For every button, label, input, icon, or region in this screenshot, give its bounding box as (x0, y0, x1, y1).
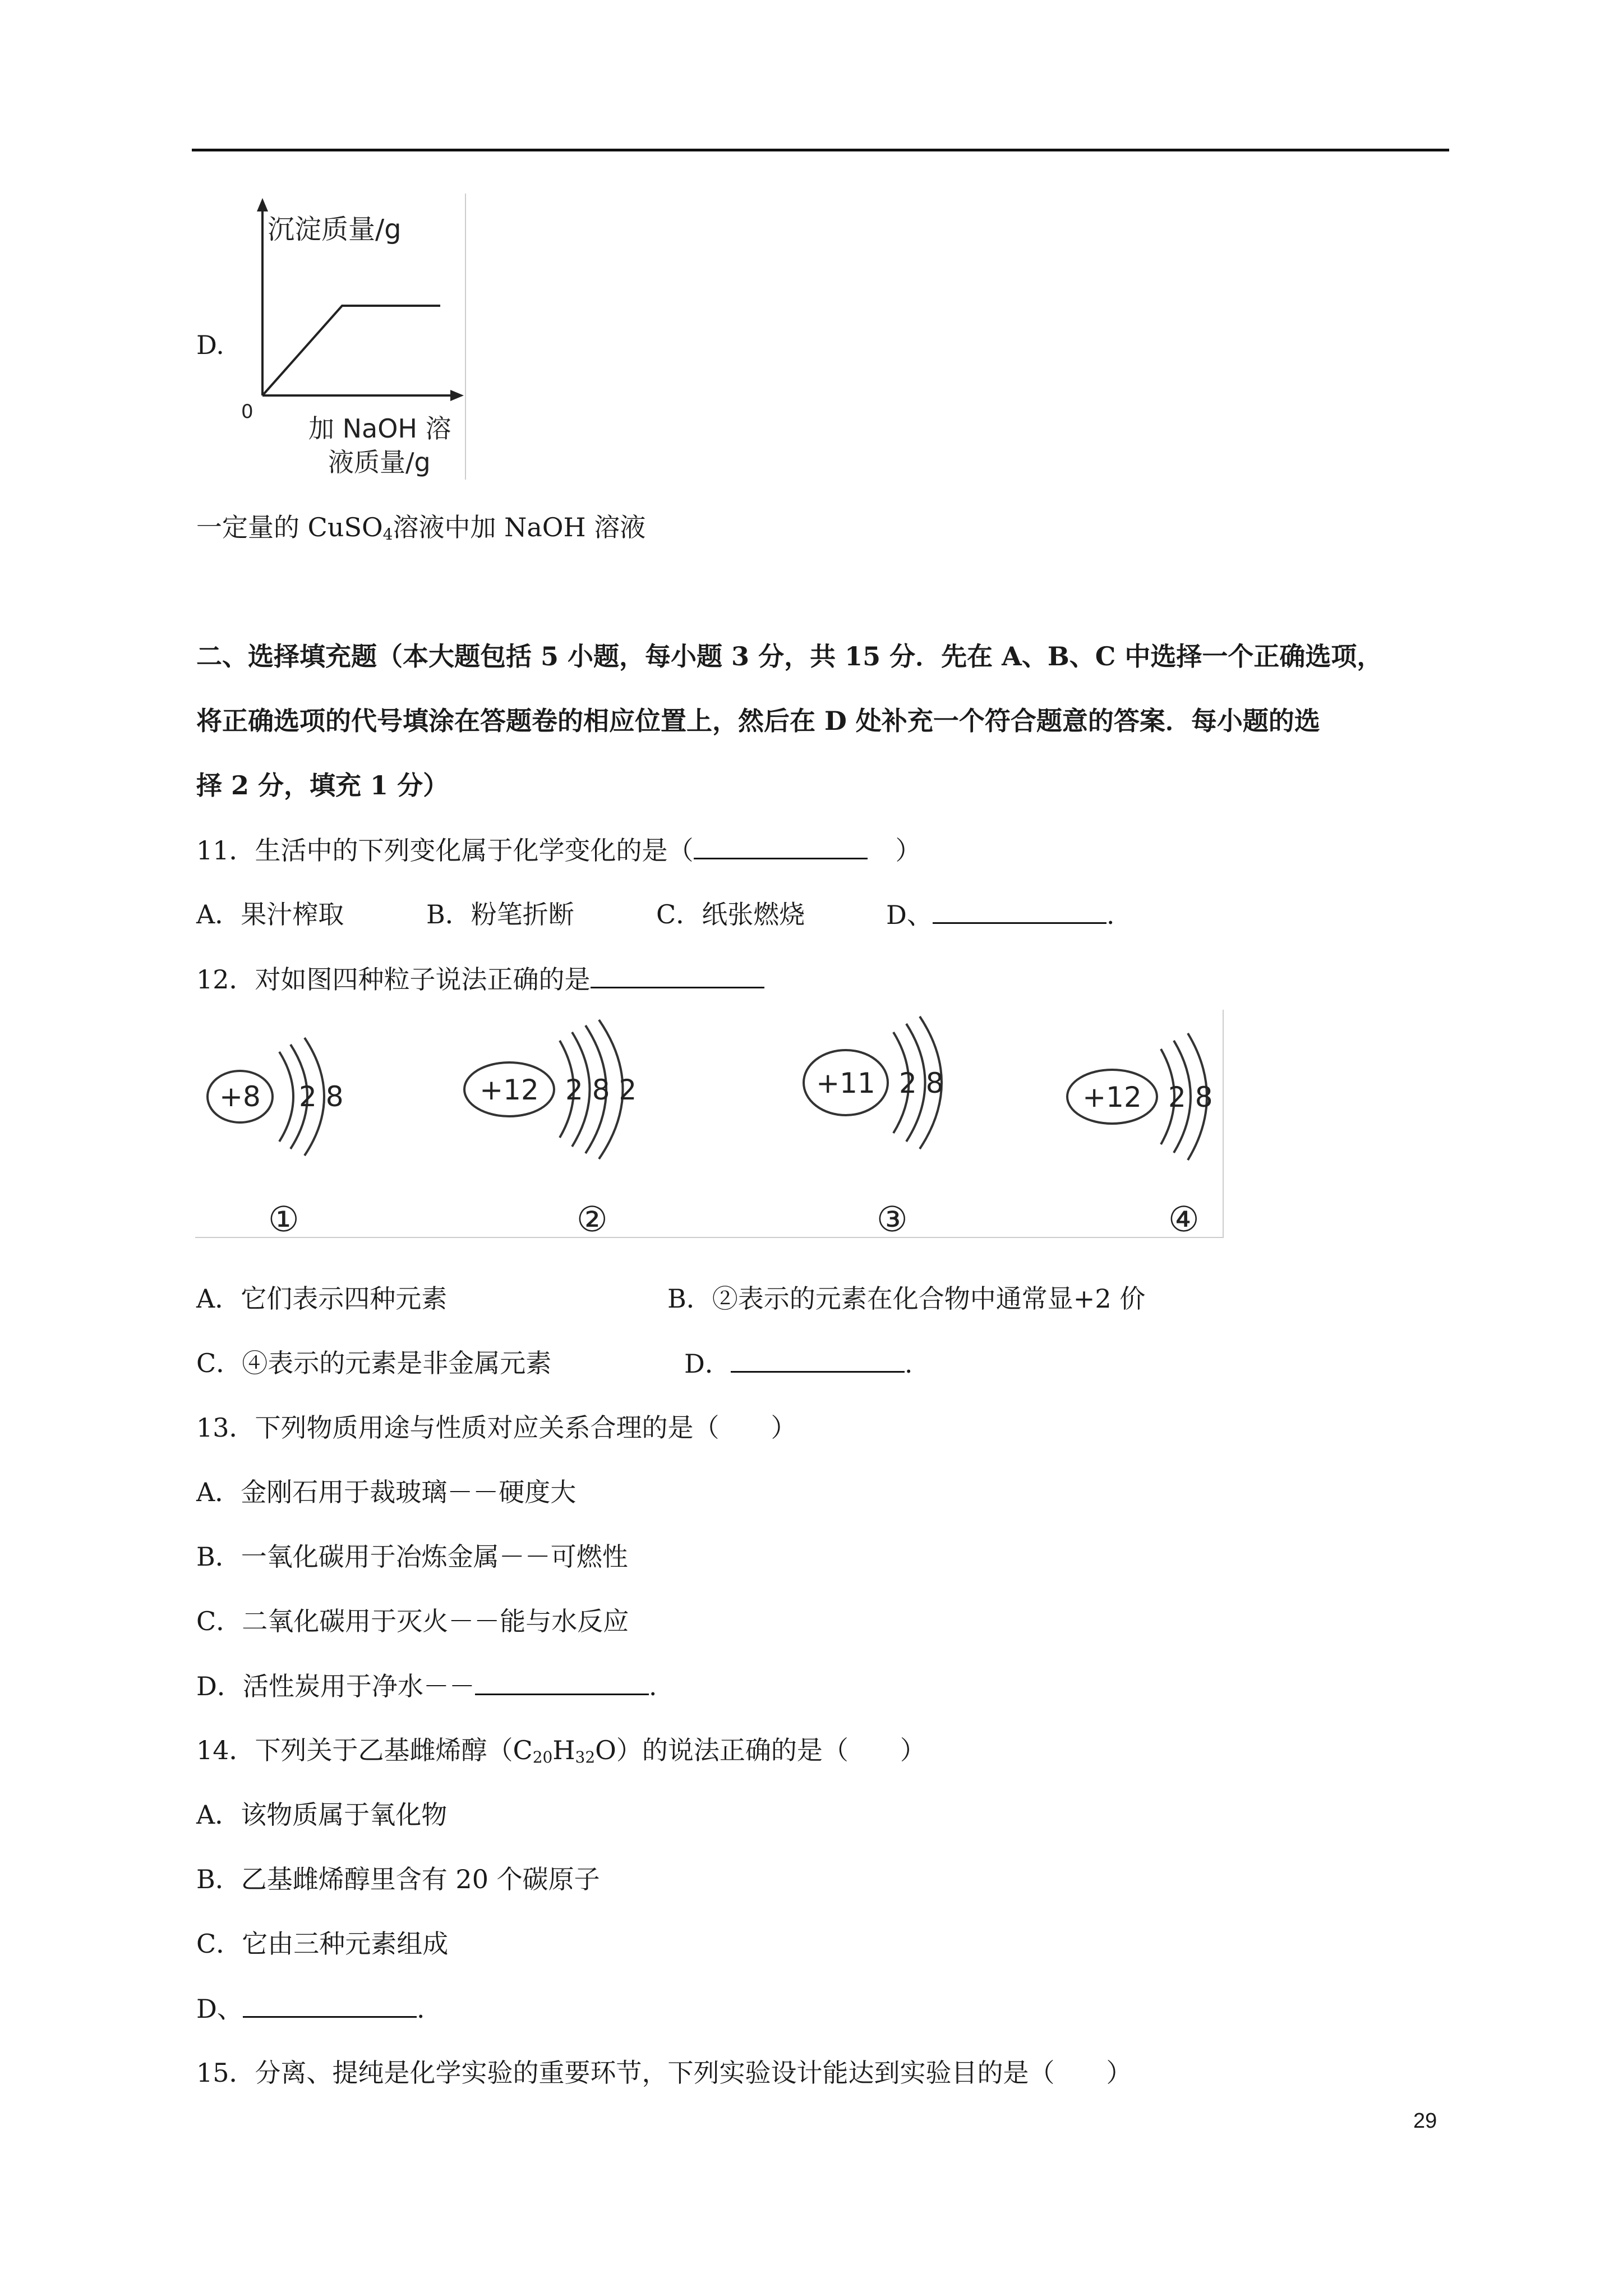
x-axis-label-2: 液质量/g (328, 447, 431, 477)
q11-answer-blank[interactable] (694, 833, 868, 859)
x-axis-arrow-icon (450, 390, 464, 401)
q11-opt-a: A．果汁榨取 (196, 899, 344, 930)
q11-stem: 11．生活中的下列变化属于化学变化的是（ ） (196, 833, 921, 867)
header-rule (192, 149, 1449, 151)
q13-opt-b: B．一氧化碳用于冶炼金属－－可燃性 (196, 1542, 628, 1572)
particle-4 (1067, 1033, 1213, 1237)
option-d-label: D. (196, 330, 224, 360)
svg-text:+8: +8 (219, 1080, 261, 1113)
q14-opt-c: C．它由三种元素组成 (196, 1929, 449, 1959)
q12-opt-c: C．④表示的元素是非金属元素 (196, 1348, 552, 1378)
q11-fill-blank[interactable] (933, 898, 1106, 924)
q12-opt-d: D． . (684, 1346, 913, 1381)
x-axis-label-1: 加 NaOH 溶 (308, 413, 451, 444)
svg-text:①: ① (268, 1199, 299, 1237)
section-heading-1: 二、选择填充题（本大题包括 5 小题，每小题 3 分，共 15 分．先在 A、B、C 中选择一个正确选项， (196, 641, 1383, 671)
precipitate-graph (238, 194, 468, 480)
svg-text:+11: +11 (816, 1067, 875, 1099)
q12-answer-blank[interactable] (591, 962, 764, 988)
y-axis-arrow-icon (257, 198, 268, 211)
q13-opt-c: C．二氧化碳用于灭火－－能与水反应 (196, 1606, 629, 1636)
svg-text:③: ③ (877, 1199, 908, 1237)
y-axis-label: 沉淀质量/g (268, 214, 402, 245)
svg-text:+12: +12 (1082, 1081, 1142, 1114)
q15-stem: 15．分离、提纯是化学实验的重要环节，下列实验设计能达到实验目的是（ ） (196, 2058, 1132, 2088)
q12-fill-blank[interactable] (731, 1346, 905, 1373)
svg-text:+12: +12 (479, 1074, 539, 1106)
particle-diagram (195, 1010, 1224, 1238)
q14-fill-blank[interactable] (243, 1991, 417, 2018)
q14-opt-b: B．乙基雌烯醇里含有 20 个碳原子 (196, 1864, 600, 1894)
figure-d-caption: 一定量的 CuSO$_4$溶液中加 NaOH 溶液 (196, 512, 646, 544)
q14-stem: 14．下列关于乙基雌烯醇$(C_{20}H_{32}O)$的说法正确的是（ ） (196, 1735, 926, 1766)
q13-stem: 13．下列物质用途与性质对应关系合理的是（ ） (196, 1412, 797, 1443)
q12-opt-b: B．②表示的元素在化合物中通常显+2 价 (667, 1283, 1146, 1314)
particle-3 (804, 1016, 944, 1237)
q14-opt-a: A．该物质属于氧化物 (196, 1800, 448, 1830)
q13-opt-a: A．金刚石用于裁玻璃－－硬度大 (196, 1477, 577, 1507)
q11-opt-d: D、 . (886, 898, 1115, 932)
svg-text:2 8: 2 8 (899, 1067, 944, 1099)
section-heading-2: 将正确选项的代号填涂在答题卷的相应位置上，然后在 D 处补充一个符合题意的答案．每小题的选 (196, 706, 1320, 736)
q14-opt-d: D、 . (196, 1991, 425, 2026)
precipitate-curve (262, 306, 440, 395)
section-heading-3: 择 2 分，填充 1 分） (196, 770, 449, 800)
svg-text:④: ④ (1168, 1199, 1200, 1237)
svg-text:②: ② (577, 1199, 608, 1237)
svg-text:2 8: 2 8 (299, 1080, 344, 1113)
particle-1 (208, 1038, 344, 1237)
particle-2 (464, 1020, 637, 1237)
q13-opt-d: D．活性炭用于净水－－ . (196, 1669, 657, 1703)
origin-label: 0 (241, 401, 253, 423)
q12-opt-a: A．它们表示四种元素 (196, 1283, 448, 1314)
svg-text:2 8 2: 2 8 2 (565, 1074, 637, 1106)
svg-text:2 8: 2 8 (1168, 1081, 1213, 1114)
q11-opt-c: C．纸张燃烧 (656, 899, 805, 930)
q12-stem: 12．对如图四种粒子说法正确的是 (196, 962, 764, 996)
q13-fill-blank[interactable] (475, 1669, 649, 1695)
page-number: 29 (1413, 2109, 1437, 2133)
q11-opt-b: B．粉笔折断 (426, 899, 574, 930)
